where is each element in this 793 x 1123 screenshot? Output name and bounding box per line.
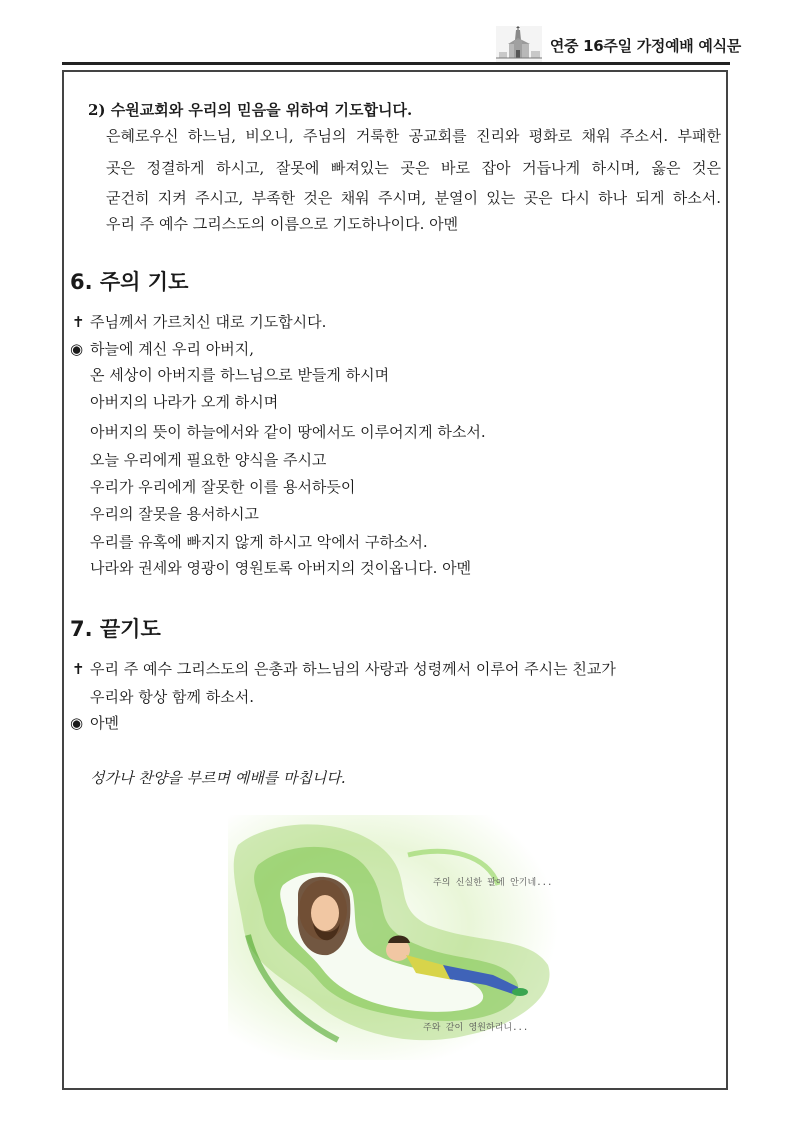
closing-instruction: 성가나 찬양을 부르며 예배를 마칩니다. bbox=[90, 769, 346, 787]
response-bullet-icon: ◉ bbox=[70, 340, 84, 358]
resting-in-jesus-illustration bbox=[228, 815, 558, 1060]
lords-prayer-line-9: 나라와 권세와 영광이 영원토록 아버지의 것이옵니다. 아멘 bbox=[90, 559, 472, 577]
lords-prayer-line-2: 온 세상이 아버지를 하느님으로 받들게 하시며 bbox=[90, 366, 390, 384]
lords-prayer-line-3: 아버지의 나라가 오게 하시며 bbox=[90, 393, 279, 411]
illustration-caption-bottom: 주와 같이 영원하리니... bbox=[423, 1023, 529, 1033]
header-rule bbox=[62, 62, 730, 65]
lords-prayer-line-1: 하늘에 계신 우리 아버지, bbox=[90, 340, 254, 358]
prayer-2-line-3: 굳건히 지켜 주시고, 부족한 것은 채워 주시며, 분열이 있는 곳은 다시 하나 되게 하소서. bbox=[106, 189, 721, 207]
prayer-2-line-4: 우리 주 예수 그리스도의 이름으로 기도하나이다. 아멘 bbox=[106, 215, 459, 233]
prayer-2-line-1: 은혜로우신 하느님, 비오니, 주님의 거룩한 공교회를 진리와 평화로 채워 주소서. 부패한 bbox=[106, 127, 721, 145]
closing-blessing-line-1: 우리 주 예수 그리스도의 은총과 하느님의 사랑과 성령께서 이루어 주시는 친교가 bbox=[90, 660, 616, 678]
closing-blessing-line-2: 우리와 항상 함께 하소서. bbox=[90, 688, 254, 706]
church-icon bbox=[496, 26, 542, 62]
page-header bbox=[496, 22, 741, 62]
lords-prayer-line-4: 아버지의 뜻이 하늘에서와 같이 땅에서도 이루어지게 하소서. bbox=[90, 423, 486, 441]
prayer-2-line-2: 곳은 정결하게 하시고, 잘못에 빠져있는 곳은 바로 잡아 거듭나게 하시며, 옳은 것은 bbox=[106, 159, 721, 177]
illustration-caption-top: 주의 신실한 팔에 안기네... bbox=[433, 878, 553, 888]
section-6-leader-line: 주님께서 가르치신 대로 기도합시다. bbox=[90, 313, 327, 331]
leader-cross-icon: ✝ bbox=[72, 660, 85, 678]
amen-response: 아멘 bbox=[90, 714, 119, 732]
response-bullet-icon: ◉ bbox=[70, 714, 84, 732]
header-title: 연중 16주일 가정예배 예식문 bbox=[549, 37, 741, 55]
section-6-heading: 6. 주의 기도 bbox=[70, 270, 189, 294]
lords-prayer-line-6: 우리가 우리에게 잘못한 이를 용서하듯이 bbox=[90, 478, 356, 496]
lords-prayer-line-7: 우리의 잘못을 용서하시고 bbox=[90, 505, 259, 523]
section-7-heading: 7. 끝기도 bbox=[70, 617, 161, 641]
prayer-2-title: 2) 수원교회와 우리의 믿음을 위하여 기도합니다. bbox=[88, 101, 413, 119]
lords-prayer-line-8: 우리를 유혹에 빠지지 않게 하시고 악에서 구하소서. bbox=[90, 533, 428, 551]
lords-prayer-line-5: 오늘 우리에게 필요한 양식을 주시고 bbox=[90, 451, 327, 469]
leader-cross-icon: ✝ bbox=[72, 313, 85, 331]
